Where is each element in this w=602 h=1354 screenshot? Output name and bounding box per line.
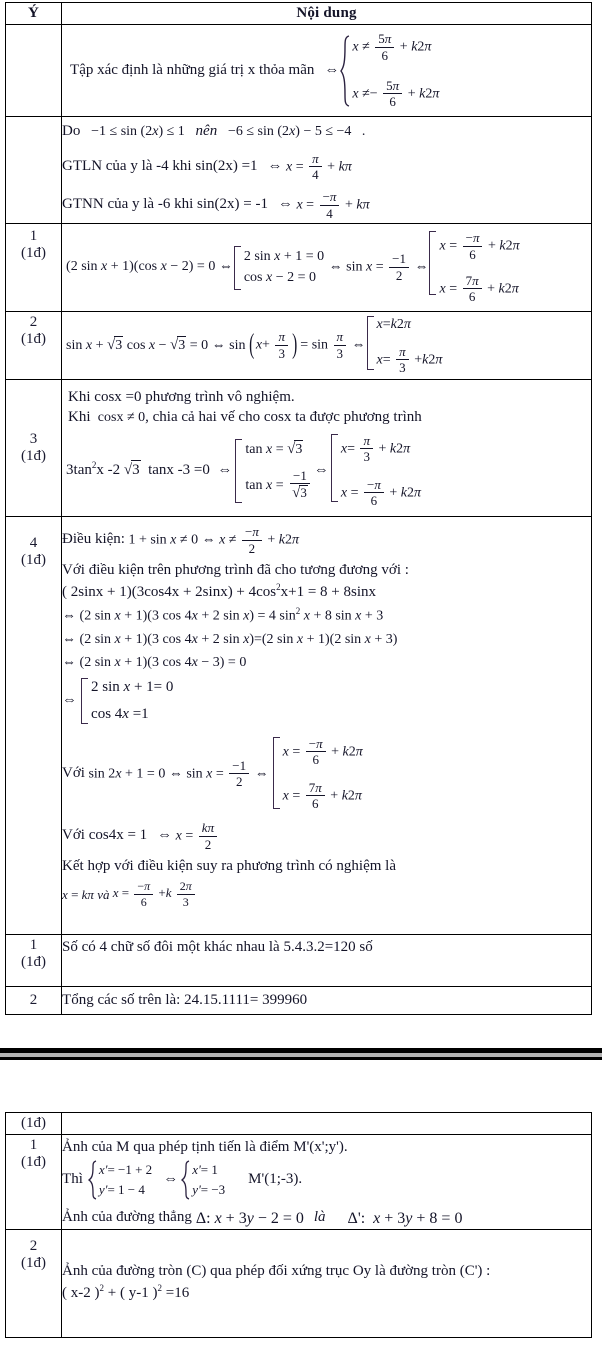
text-tap-xac-dinh: Tập xác định là những giá trị x thỏa mãn: [70, 61, 315, 78]
table-row: [6, 1230, 592, 1338]
system-bracket-tan-solutions: x= $\frac{\pi}{3}$ + k2π x = $\frac{-\pi}{6}$ + k2π: [331, 434, 421, 509]
row-points: (1đ): [21, 1254, 47, 1271]
text-do: Do: [62, 122, 81, 139]
row-label-cell: [6, 1230, 62, 1338]
section-divider: [0, 1048, 602, 1060]
text-ket-hop: Kết hợp với điều kiện suy ra phương trình có nghiệm là: [62, 858, 396, 875]
header-cell-content: Nội dung: [62, 3, 592, 25]
row-label-cell: [6, 117, 62, 224]
text-khi-cosx-0: Khi cosx =0 phương trình vô nghiệm.: [68, 388, 295, 405]
row-content-cell: (2 sin x + 1)(cos x − 2) = 0 ⇔ 2 sin x + 1 = 0 cos x − 2 = 0 ⇔ sin x = $\frac{-1}{2}$ ⇔ x = $\frac{-\pi}{6}$ + k2π x = $\frac{7\pi}{6}$ + k2π: [62, 224, 592, 312]
row-number: 2: [29, 992, 38, 1009]
text-circle-eq-mid: + ( y-1 ): [104, 1284, 158, 1301]
answer-table-top: [5, 2, 592, 1015]
row-content-cell: sin x + √ 3 cos x − √ 3 = 0 ⇔ sin ( x+ $\frac{\pi}{3}$ ) = sin $\frac{\pi}{3}$ ⇔ x=k2π x= $\frac{\pi}{3}$ +k2π: [62, 312, 592, 380]
row-label-cell: [6, 517, 62, 935]
row-points: (1đ): [21, 1153, 47, 1170]
text-va: và: [97, 886, 110, 902]
text-nen: nên: [195, 122, 218, 139]
system-brace-coords-1: x'= −1 + 2 y'= 1 − 4: [88, 1160, 152, 1200]
text-circle-eq-tail: =16: [161, 1284, 190, 1301]
paren-group: ( x+ $\frac{\pi}{3}$ ): [248, 329, 298, 361]
row-label-cell: [6, 1113, 62, 1135]
row-content-cell: Ảnh của M qua phép tịnh tiến là điểm M'(x';y'). Thì x'= −1 + 2 y'= 1 − 4 ⇔ x'= 1 y'= −3 M'(1;-3). Ảnh của đường thẳng Δ: x + 3y − 2 = 0 là Δ': x + 3y + 8 = 0: [62, 1135, 592, 1230]
row-label-cell: [6, 224, 62, 312]
text-voi-1: Với: [62, 764, 85, 781]
system-bracket-cases: 2 sin x + 1= 0 cos 4x =1: [81, 678, 173, 725]
table-row: [6, 1113, 592, 1135]
table-row: [6, 25, 592, 117]
text-khi-cosx-khac0: , chia cả hai vế cho cosx ta được phương trình: [145, 408, 422, 425]
row-number: 1: [29, 1137, 38, 1153]
iff-symbol: ⇔: [324, 61, 340, 78]
row-number: 1: [29, 937, 38, 953]
iff-symbol: ⇔: [267, 157, 283, 174]
row-content-cell: [62, 987, 592, 1015]
row-points: (1đ): [21, 953, 47, 970]
left-brace-icon: [88, 1160, 97, 1200]
row-number: 3: [29, 431, 38, 448]
text-expanded-eq-tail: x+1 = 8 + 8sinx: [280, 584, 377, 601]
text-dieu-kien: Điều kiện:: [62, 531, 125, 548]
left-brace-icon: [181, 1160, 190, 1200]
row-points: (1đ): [21, 551, 47, 568]
row-number: 2: [29, 1238, 38, 1254]
row-points: (1đ): [21, 330, 47, 347]
text-voi-dieu-kien: Với điều kiện trên phương trình đã cho tương đương với :: [62, 562, 409, 579]
system-bracket-factors: 2 sin x + 1 = 0 cos x − 2 = 0: [234, 246, 324, 290]
table-header-row: [6, 3, 592, 25]
table-row: [6, 935, 592, 987]
text-so-co-4: Số có 4 chữ số đôi một khác nhau là 5.4.3.2=120 số: [62, 939, 373, 955]
row-content-cell: Ảnh của đường tròn (C) qua phép đối xứng trục Oy là đường tròn (C') : ( x-2 )$^2$ + ( y-1 )$^2$ =16: [62, 1230, 592, 1338]
system-brace-coords-2: x'= 1 y'= −3: [181, 1160, 225, 1200]
row-content-cell: Khi cosx =0 phương trình vô nghiệm. Khi cosx ≠ 0, chia cả hai vế cho cosx ta được phương trình $3\tan^2x$ -2 √ 3 tanx -3 =0 ⇔ tan x = √ 3 tan x = −1 √ 3 ⇔ x= $\frac{\pi}{3}$ + k2π x = $\frac{-\pi}{6}$ + k2π: [62, 380, 592, 517]
text-thi: Thì: [62, 1170, 83, 1187]
row-label-cell: [6, 380, 62, 517]
row-label-cell: [6, 312, 62, 380]
iff-symbol: ⇔: [163, 1170, 179, 1187]
row-points: (1đ): [21, 1115, 47, 1132]
row-label-cell: [6, 935, 62, 987]
text-voi-cos4x: Với cos4x = 1: [62, 827, 148, 844]
answer-table-bottom: [5, 1112, 592, 1338]
text-anh-duong-tron: Ảnh của đường tròn (C) qua phép đối xứng trục Oy là đường tròn (C') :: [62, 1263, 491, 1279]
row-number: 4: [29, 535, 38, 551]
text-la: là: [313, 1209, 326, 1226]
system-brace-domain: x ≠ $\frac{5\pi}{6}$ + k2π x ≠− $\frac{5\pi}{6}$ + k2π: [340, 32, 439, 109]
header-cell-y: Ý: [6, 3, 62, 25]
text-tong-cac-so: Tổng các số trên là: 24.15.1111= 399960: [62, 991, 308, 1008]
text-expanded-eq: ( 2sinx + 1)(3cos4x + 2sinx) + 4cos: [62, 584, 277, 601]
system-bracket-solutions: x=k2π x= $\frac{\pi}{3}$ +k2π: [367, 316, 443, 375]
system-bracket-tan: tan x = √ 3 tan x = −1 √ 3: [235, 439, 312, 503]
row-content-cell: Do −1 ≤ sin (2x) ≤ 1 nên −6 ≤ sin (2x) − 5 ≤ −4 . GTLN của y là -4 khi sin(2x) =1 ⇔ x = $\frac{\pi}{4}$ + kπ GTNN của y là -6 khi sin(2x) = -1 ⇔ x = $\frac{-\pi}{4}$ + kπ: [62, 117, 592, 224]
iff-symbol: ⇔: [217, 461, 233, 478]
text-anh-cua-m: Ảnh của M qua phép tịnh tiến là điểm M'(x';y').: [62, 1139, 348, 1155]
text-gtnn: GTNN của y là -6 khi sin(2x) = -1: [62, 196, 268, 213]
left-brace-icon: [340, 35, 350, 107]
row-points: (1đ): [21, 244, 47, 261]
table-row: [6, 517, 592, 935]
row-content-cell: [62, 25, 592, 117]
table-row: [6, 987, 592, 1015]
table-row: [6, 1135, 592, 1230]
text-m-prime: M'(1;-3).: [248, 1170, 303, 1187]
row-number: 1: [29, 228, 38, 244]
row-content-cell: [62, 1113, 592, 1135]
row-label-cell: [6, 987, 62, 1015]
text-khi: Khi: [68, 408, 91, 425]
row-number: 2: [29, 314, 38, 330]
table-row: [6, 312, 592, 380]
iff-symbol: ⇔: [157, 827, 173, 844]
row-points: (1đ): [21, 448, 47, 464]
row-content-cell: [62, 935, 592, 987]
row-content-cell: Điều kiện: 1 + sin x ≠ 0 ⇔ x ≠ $\frac{-\pi}{2}$ + k2π Với điều kiện trên phương trình đã cho tương đương với : ( $2\sin x + 1)(3\cos 4x + 2\sin x) + 4\cos^2x+1 = 8 + 8\sin x$ ⇔ (2 sin x + 1)(3 cos 4x + 2 sin x) = 4 $\sin^2 x + 8$ sin x + 3 ⇔ (2 sin x + 1)(3 cos 4x + 2 sin x)=(2 sin x + 1)(2 sin x + 3) ⇔ (2 sin x + 1)(3 cos 4x − 3) = 0 ⇔ 2 sin x + 1= 0 cos 4x =1 Với sin 2x + 1 = 0 ⇔ sin x = $\frac{-1}{2}$ ⇔ x = $\frac{-\pi}{6}$ + k2π x = $\frac{7\pi}{6}$ + k2π Với cos4x = 1 ⇔ x = $\frac{k\pi}{2}$ Kết hợp với điều kiện suy ra phương trình có nghiệm là x = kπ và x = $\frac{-\pi}{6}$ +k $\frac{2\pi}{3}$: [62, 517, 592, 935]
table-row: [6, 224, 592, 312]
system-bracket-solutions: x = $\frac{-\pi}{6}$ + k2π x = $\frac{7\pi}{6}$ + k2π: [273, 737, 363, 812]
divider-line-bottom: [0, 1057, 602, 1060]
iff-symbol: ⇔: [277, 196, 293, 213]
iff-symbol: ⇔: [313, 461, 329, 478]
text-circle-eq-head: ( x-2 ): [62, 1284, 100, 1301]
table-row: [6, 380, 592, 517]
text-anh-duong-thang: Ảnh của đường thẳng: [62, 1209, 192, 1226]
row-label-cell: [6, 1135, 62, 1230]
iff-symbol: ⇔: [62, 692, 78, 709]
row-label-cell: [6, 25, 62, 117]
table-row: [6, 117, 592, 224]
system-bracket-solutions: x = $\frac{-\pi}{6}$ + k2π x = $\frac{7\pi}{6}$ + k2π: [429, 231, 519, 304]
text-gtln: GTLN của y là -4 khi sin(2x) =1: [62, 157, 258, 174]
